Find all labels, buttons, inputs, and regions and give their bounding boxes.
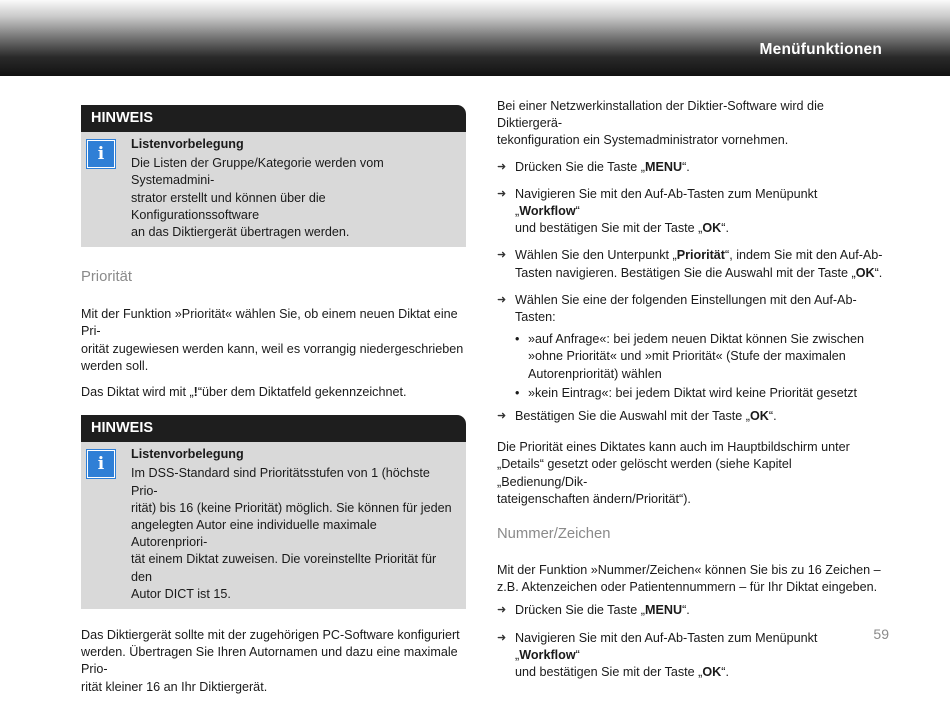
text-line: strator erstellt und können über die Konfigurationssoftware xyxy=(131,190,326,222)
paragraph xyxy=(497,562,885,596)
text-span: “über dem Diktatfeld gekennzeichnet. xyxy=(197,385,407,400)
text-line: »kein Eintrag«: bei jedem Diktat wird keine Priorität gesetzt xyxy=(528,385,857,400)
paragraph xyxy=(81,627,466,696)
arrow-right-icon: ➜ xyxy=(497,604,507,617)
text-line: tateigenschaften ändern/Priorität“). xyxy=(497,491,691,506)
text-line: Die Priorität eines Diktates kann auch im Hauptbildschirm unter xyxy=(497,440,850,455)
text-line: angelegten Autor eine individuelle maximale Autorenpriori- xyxy=(131,518,377,550)
text-line: Autorenpriorität) wählen xyxy=(528,366,662,381)
header-title: Menüfunktionen xyxy=(759,41,882,58)
arrow-right-icon: ➜ xyxy=(497,187,507,200)
text-line: Das Diktiergerät sollte mit der zugehörigen PC-Software konfiguriert xyxy=(81,628,460,643)
list-item xyxy=(515,331,885,383)
info-icon: i xyxy=(87,450,115,478)
hinweis-body xyxy=(81,132,466,247)
text-span: “. xyxy=(721,665,729,680)
text-line: Im DSS-Standard sind Prioritätsstufen von 1 (höchste Prio- xyxy=(131,466,430,498)
arrow-right-icon: ➜ xyxy=(497,249,507,262)
arrow-right-icon: ➜ xyxy=(497,410,507,423)
text-line: »auf Anfrage«: bei jedem neuen Diktat können Sie zwischen xyxy=(528,332,865,347)
section-title-prioritaet: Priorität xyxy=(81,269,132,286)
text-span: und bestätigen Sie mit der Taste „ xyxy=(515,221,703,236)
text-line: werden. Übertragen Sie Ihren Autornamen und dazu eine maximale Prio- xyxy=(81,645,458,677)
step xyxy=(497,408,885,425)
hinweis-box-1 xyxy=(81,105,466,247)
text-span: “ xyxy=(575,647,580,662)
text-line: z.B. Aktenzeichen oder Patientennummern – für Ihr Diktat eingeben. xyxy=(497,580,878,595)
text-line: werden soll. xyxy=(81,358,149,373)
hinweis-text xyxy=(131,136,454,241)
text-span: “. xyxy=(768,409,777,424)
bold-span: Workflow xyxy=(519,647,576,662)
text-line: „Details“ gesetzt oder gelöscht werden (siehe Kapitel „Bedienung/Dik- xyxy=(497,457,792,489)
hinweis-title: Listenvorbelegung xyxy=(131,447,244,462)
step xyxy=(497,630,885,682)
arrow-right-icon: ➜ xyxy=(497,631,507,644)
text-span: Drücken Sie die Taste „ xyxy=(515,603,645,618)
text-line: Mit der Funktion »Nummer/Zeichen« können Sie bis zu 16 Zeichen – xyxy=(497,563,881,578)
right-column xyxy=(497,98,885,691)
section-title-nummer: Nummer/Zeichen xyxy=(497,526,611,543)
text-line: Autor DICT ist 15. xyxy=(131,586,231,601)
bold-span: OK xyxy=(749,409,769,424)
bold-span: MENU xyxy=(644,603,683,618)
paragraph xyxy=(497,439,885,508)
hinweis-text xyxy=(131,446,454,603)
paragraph xyxy=(497,98,885,150)
text-span: Das Diktat wird mit „ xyxy=(81,385,194,400)
step xyxy=(497,247,885,281)
text-span: Drücken Sie die Taste „ xyxy=(515,159,645,174)
info-icon: i xyxy=(87,140,115,168)
bold-span: MENU xyxy=(644,159,683,174)
text-span: Navigieren Sie mit den Auf-Ab-Tasten zum Menüpunkt „ xyxy=(515,630,818,662)
text-span: Wählen Sie den Unterpunkt „ xyxy=(515,248,677,263)
text-span: “ xyxy=(575,204,580,219)
bold-span: Workflow xyxy=(519,204,576,219)
text-line: »ohne Priorität« und »mit Priorität« (Stufe der maximalen xyxy=(528,349,846,364)
text-span: und bestätigen Sie mit der Taste „ xyxy=(515,665,703,680)
hinweis-title: Listenvorbelegung xyxy=(131,137,244,151)
step xyxy=(497,186,885,238)
bold-span: ! xyxy=(193,385,198,400)
text-span: “. xyxy=(682,603,690,618)
text-span: “. xyxy=(721,221,729,236)
text-line: rität) bis 16 (keine Priorität) möglich. Sie können für jeden xyxy=(131,500,452,515)
text-span: “. xyxy=(874,265,883,280)
text-span: “, indem Sie mit den Auf-Ab- xyxy=(725,248,883,263)
hinweis-body xyxy=(81,442,466,609)
list-item xyxy=(515,385,885,402)
text-span: Bestätigen Sie die Auswahl mit der Taste „ xyxy=(515,409,750,424)
paragraph xyxy=(81,306,466,375)
paragraph xyxy=(81,384,466,401)
text-span: Navigieren Sie mit den Auf-Ab-Tasten zum Menüpunkt „ xyxy=(515,186,818,219)
hinweis-heading: HINWEIS xyxy=(81,105,466,132)
text-line: Die Listen der Gruppe/Kategorie werden vom Systemadmini- xyxy=(131,156,384,188)
left-column xyxy=(81,98,466,705)
bold-span: OK xyxy=(702,665,722,680)
arrow-right-icon: ➜ xyxy=(497,293,507,306)
page-header xyxy=(0,0,950,76)
bold-span: OK xyxy=(855,265,875,280)
step xyxy=(497,292,885,326)
bold-span: OK xyxy=(702,221,722,236)
page-number: 59 xyxy=(873,626,889,642)
text-line: tät einem Diktat zuweisen. Die voreinstellte Priorität für den xyxy=(131,552,437,584)
text-span: Tasten navigieren. Bestätigen Sie die Auswahl mit der Taste „ xyxy=(515,265,856,280)
text-span: “. xyxy=(682,159,690,174)
text-line: Mit der Funktion »Priorität« wählen Sie, ob einem neuen Diktat eine Pri- xyxy=(81,307,458,339)
text-line: tekonfiguration ein Systemadministrator vornehmen. xyxy=(497,133,789,148)
step xyxy=(497,602,885,619)
text-line: Bei einer Netzwerkinstallation der Diktier-Software wird die Diktiergerä- xyxy=(497,99,824,131)
arrow-right-icon: ➜ xyxy=(497,160,507,173)
text-line: rität kleiner 16 an Ihr Diktiergerät. xyxy=(81,679,268,694)
hinweis-box-2 xyxy=(81,415,466,609)
bold-span: Priorität xyxy=(676,248,726,263)
option-list xyxy=(515,331,885,402)
text-line: orität zugewiesen werden kann, weil es vorrangig niedergeschrieben xyxy=(81,341,464,356)
text-line: an das Diktiergerät übertragen werden. xyxy=(131,225,350,240)
step xyxy=(497,159,885,176)
hinweis-heading: HINWEIS xyxy=(81,415,466,442)
text-span: Wählen Sie eine der folgenden Einstellungen mit den Auf-Ab-Tasten: xyxy=(515,292,857,325)
